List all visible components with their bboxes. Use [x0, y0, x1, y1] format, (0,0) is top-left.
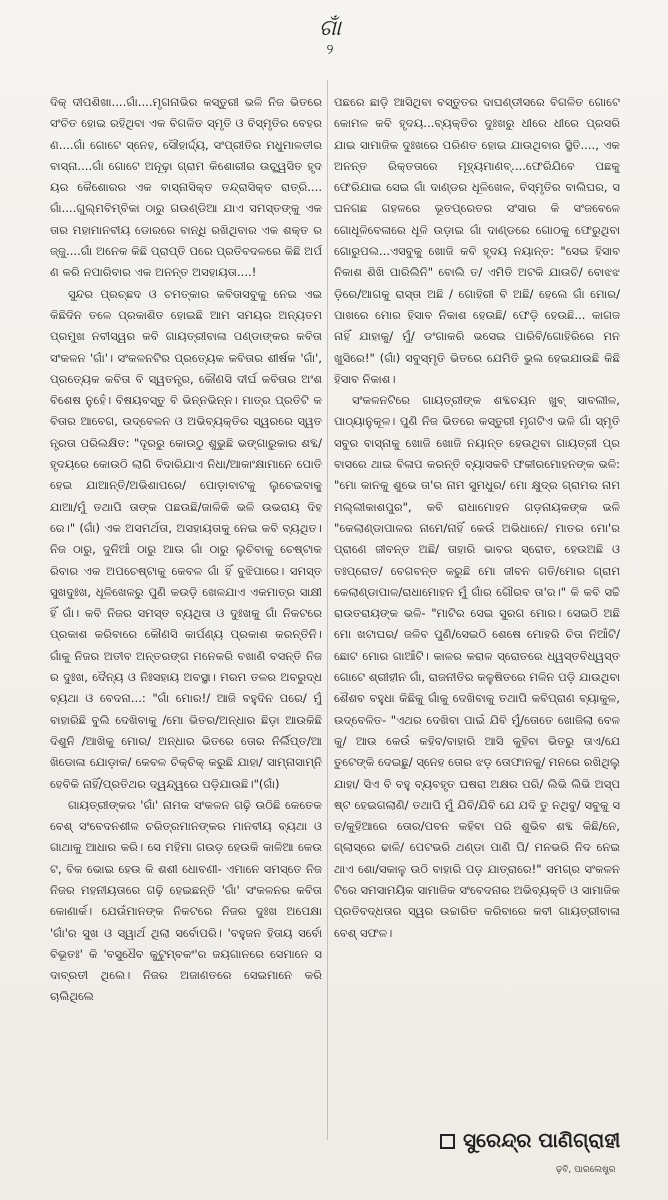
square-bullet-icon [440, 1134, 455, 1149]
paragraph: ଗାୟତ୍ରୀଙ୍କର 'ଗାଁ' ନାମକ ସଂକଳନ ଗଢ଼ି ଉଠିଛି କେତେକ ବେଶ୍ ସଂବେଦନଶୀଳ ଚରିତ୍ରମାନଙ୍କର ମାନବୀୟ ବ୍ୟଥା ଓ ଗାଥାକୁ ଆଧାର କରି। ସେ ମହିମା ଗଉଡ଼ ହେଉକି କାଳିଆ କେଉଟ, ବିକ ଭୋଇ ହେଉ କି ଶଶୀ ଧୋବଣୀ- ଏମାନେ ସମସ୍ତେ ନିଜ ନିଜର ମହନୀୟତାରେ ଗଢ଼ି ହେଇଛନ୍ତି 'ଗାଁ' ସଂକଳନର କବିତା କୋଣାର୍କ। ଯେଉଁମାନଙ୍କ ନିକଟରେ ନିଜର ଦୁଃଖ ଅପେକ୍ଷା 'ଗାଁ'ର ସୁଖ ଓ ସ୍ୱାର୍ଥ ଥିଲା ସର୍ବୋପରି। 'ବହୁଜନ ହିତାୟ ସର୍ବୋ ବିଭୂତଃ' କି 'ବସୁଧୈବ କୁଟୁମ୍ବକଂ'ର ଜୟଗାନରେ ସେମାନେ ସଦାବ୍ରତୀ ଥିଲେ। ନିଜର ଅଜାଣତରେ ସେଇମାନେ କରି ଚାଲିଥିଲେ [50, 797, 322, 1004]
author-place: ଢ଼ବି, ପାରଲେଷ୍ଟ୍ର [556, 1165, 616, 1175]
column-divider [327, 80, 328, 1140]
article-column-left [50, 92, 322, 1172]
page-number: ୨ [326, 42, 334, 58]
author-signature [440, 1124, 660, 1156]
paragraph: ପଛରେ ଛାଡ଼ି ଆସିଥିବା ବସ୍ତୁତର ଦାଘଣ୍ଡୀସରେ ବିଗଳିତ ଗୋଟେ କୋମଳ କବି ହୃଦୟ...ବ୍ୟକ୍ତିର ଦୁଃଖରୁ ଧୀରେ ଧୀରେ ପ୍ରସରି ଯାଇ ସାମାଜିକ ଦୁଃଖରେ ପରିଣତ ହୋଇ ଯାଉଥିବାର ସ୍ଥିତି...., ଏକ ଅନନ୍ତ ରିକ୍ତତାରେ ମୂହ୍ୟମାଣବ୍....ଫେରିଯିବେ ପଛକୁ ଫେରିଯାଇ ସେଇ ଗାଁ ଦାଣ୍ଡର ଧୂଳିଖେଳ, ବିସ୍ମୃତିର ବାଲିଘର, ସଘନଗଛ ଗହଳରେ ଭୂତପ୍ରେତର ସଂସାର କି ସଂଜବେଳେ ଗୋଧୂଳିବେଳାରେ ଧୂଳି ଉଡ଼ାଇ ଗାଁ ଦାଣ୍ଡରେ ଗୋଠକୁ ଫେରୁଥିବା ଗୋରୁପଲ...ଏସବୁକୁ ଖୋଜି କବି ହୃଦୟ ନୟାନ୍ତ: "ସେଇ ହିସାବ ନିକାଶ ଶିଖି ପାରିଲିନି" ବୋଲି ତ/ ଏମିତି ଅଟକି ଯାଉଚି/ ବୋଝଝଡ଼ିରେ/ଆଗକୁ ରାସ୍ତା ଅଛି / ଗୋହିରୀ ବି ଅଛି/ ହେଲେ ଗାଁ ମୋର/ପାଖରେ ମୋର ହିସାବ ନିକାଶ ହେଉଛି/ ଫେଡ଼ି ହେଉଛି... କାଗଜ ନାହିଁ ଯାହାକୁ/ ମୁଁ/ ଡଂଗାକରି ଭସେଇ ପାରିବି/ଗୋହିରିରେ ମନଖୁସିରେ!" (ଗାଁ) ସବୁସ୍ମୃତି ଭିତରେ ଯେମିତି ଭୁଲ ହେଇଯାଉଛି କିଛି ହିସାବ ନିକାଶ। [334, 95, 620, 386]
author-name: ସୁରେନ୍ଦ୍ର ପାଣିଗ୍ରାହୀ [463, 1128, 621, 1152]
paragraph: ସଂକଳନଟିରେ ଗାୟତ୍ରୀଙ୍କ ଶବ୍ଦଚୟନ ଖୁବ୍ ସାବଲୀଳ, ପାଠ୍ୟାନୁକୂଳ। ପୁଣି ନିଜ ଭିତରେ କସ୍ତୁରୀ ମୃଗଟିଏ ଭଳି ଗାଁ ସ୍ମୃତି ସବୁର ବାସ୍ନାକୁ ଖୋଜି ଖୋଜି ନୟାନ୍ତ ହେଉଥିବା ଗାୟତ୍ରୀ ପ୍ରବାସରେ ଥାଇ ବିଳାପ କରନ୍ତି ବ୍ୟାସକବି ଫକୀରମୋହନଙ୍କ ଭଳି: "ମୋ କାନକୁ ଶୁଭେ ତା'ର ନାମ ସୁମଧୁର/ ମୋ କ୍ଷୁଦ୍ର ଗ୍ରାମର ନାମ ମଲ୍ଲୀକାଶପୁର", କବି ରାଧାମୋହନ ଗଡ଼ନାୟକଙ୍କ ଭଳି "କେଲାଣ୍ଡାପାଳର ନାମେ/ନାହିଁ କେଉଁ ଅଭିଧାନେ/ ମାତର ମୋ'ର ପ୍ରାଣେ ଜୀବନ୍ତ ଅଛି/ ତାହାରି ଭାବର ସ୍ରୋତ, ହେଉଅଛି ଓତଃପ୍ରୋତ/ ବେଗବନ୍ତ କରୁଛି ମୋ ଜୀବନ ଗତି/ମୋର ଗ୍ରାମ କେଲାଣ୍ଡାପାଳ/ରାଧାମୋହନ ମୁଁ ଗାଁର ଗୌରବ ତା'ର।" କି କବି ସଚ୍ଚି ରାଉତରାୟଙ୍କ ଭଳି- "ମାଟିର ସେଇ ସୁରଗ ମୋର। ସେଇଠି ଅଛି ମୋ ଖଟାଘର/ ଜଳିବ ପୁଣି/ସେଇଠି ଶେଷେ ମୋହରି ଚିତା ନିଆଁଟି/ ଛୋଟ ମୋର ଗାଆଁଟି। କାଳର କରାଳ ସ୍ରୋତରେ ଧ୍ୱସ୍ତବିଧ୍ୱସ୍ତ ଗୋଟେ ଶ୍ରୀହୀନ ଗାଁ, ରାଜନୀତିର କଳୁଷିତରେ ମଳିନ ପଡ଼ି ଯାଉଥିବା ଶୈଶବ ବହୁଧା କିଛିକୁ ଗାଁକୁ ଦେଖିବାକୁ ତଥାପି କବିପ୍ରାଣ ବ୍ୟାକୁଳ, ଉଦ୍‌ବେଳିତ- "ଏଥର ଦେଖିବା ପାଇଁ ଯିବି ମୁଁ/ତୋତେ ଖୋଜିଲା ବେଳକୁ/ ଆଉ କେଉଁ କହିବ/ବାହାରି ଆସି କୁହିବା ଭିତରୁ ତାଏ/ଯେ ତୁଟେଙ୍କି ଦେଇଛୁ/ ସ୍ନେହ ତୋର ଝଡ଼ ତୋଫାନକୁ/ ମନରେ ରଖିଥିଲୁ ଯାହା/ ସିଏ ବି ବହୁ ବ୍ୟବହୃତ ଘଷରା ଅକ୍ଷର ପରି/ ଲିଭି ଲିଭି ଅସ୍ପଷ୍ଟ ହେଇଗଲାଣି/ ତଥାପି ମୁଁ ଯିବି/ଯିବି ଯେ ଯଦି ତୁ ନଥିବୁ/ ସବୁକୁ ସତ/କୁହିଆରେ ତୋର/ପବନ କହିବା ପରି ଶୁଭିବ ଶବ୍ଦ କିଛି/ନେ, ଗ୍ଲାସ୍‌ରେ ଢାଳି/ ପେଟଭରି ଥଣ୍ଡା ପାଣି ପି/ ମନଭରି ନିଦ ନେଇଥାଏ ଶୋ/ସକାଳୁ ଉଠି ବାହାରି ପଡ଼ ଯାତ୍ରାରେ!" ସମଗ୍ର ସଂକଳନଟିରେ ସମସାମୟିକ ସାମାଜିକ ସଂବେଦନାର ଅଭିବ୍ୟକ୍ତି ଓ ସାମାଜିକ ପ୍ରତିବଦ୍ଧତାର ସ୍ୱର ଉଚ୍ଚାରିତ କରିବାରେ କବୀ ଗାୟତ୍ରୀବାଳା ବେଶ୍ ସଫଳ। [334, 393, 620, 940]
paragraph: ଦିକ୍ ଦୀପଶିଖା....ଗାଁ....ମୃଗନାଭିର କସ୍ତୁରୀ ଭଳି ନିଜ ଭିତରେ ସଂଚିତ ହୋଇ ରହିଥିବା ଏକ ବିଗଳିତ ସ୍ମୃତି ଓ ବିସ୍ମୃତିର ବେହରଣ....ଗାଁ ଗୋଟେ ସ୍ନେହ, ସୌହାର୍ଦ୍ଦ୍ୟ, ସଂପ୍ରୀତିର ମଧୁମାଳତୀର ବାସ୍ନା....ଗାଁ ଗୋଟେ ଅନୂଢ଼ା ଗ୍ରାମ କିଶୋରୀର ଉଚ୍ଛ୍ୱସିତ ହୃଦୟର କୈଶୋରର ଏକ ବାସ୍ନାସିକ୍ତ ତନ୍ଦ୍ରାସିକ୍ତ ରାତ୍ରି....ଗାଁ....ଗୁଲ୍ମବିମ୍ବିକା ଠାରୁ ଗଉଣ୍ଡିଆ ଯାଏ ସମସ୍ତଙ୍କୁ ଏକତାର ମହାମାନବୀୟ ଡୋରରେ ବାନ୍ଧି ରଖିଥିବାର ଏକ ଶକ୍ତ ରଜ୍ଜୁ....ଗାଁ ଅନେକ କିଛି ପ୍ରାପ୍ତି ପରେ ପ୍ରତିବଦଳରେ କିଛି ଅର୍ପଣ କରି ନପାରିବାର ଏକ ଅନନ୍ତ ଅସହାୟତା....! [50, 95, 322, 280]
article-column-right [334, 92, 620, 1142]
section-title-mark: ଗାଁ [319, 16, 341, 41]
paragraph: ସୁନ୍ଦର ପ୍ରଚ୍ଛଦ ଓ ଚମତ୍କାର କବିତାସବୁକୁ ନେଇ ଏଇ କିଛିଦିନ ତଳେ ପ୍ରକାଶିତ ହୋଇଛି ଆମ ସମୟର ଅନ୍ୟତମ ପ୍ରମୁଖ ନବୀସ୍ୱର କବି ଗାୟତ୍ରୀବାଳା ପଣ୍ଡାଙ୍କର କବିତା ସଂକଳନ 'ଗାଁ'। ସଂକଳନଟିର ପ୍ରତ୍ୟେକ କବିତାର ଶୀର୍ଷକ 'ଗାଁ', ପ୍ରତ୍ୟେକ କବିତା ବି ସ୍ୱତନ୍ତ୍ର, କୌଣସି ଦୀର୍ଘ କବିତାର ଅଂଶ ବିଶେଷ ନୁହେଁ। ବିଷୟବସ୍ତୁ ବି ଭିନ୍ନଭିନ୍ନ। ମାତ୍ର ପ୍ରତିଟି କବିତାର ଆବେଗ, ଉଦ୍‌ବେଳନ ଓ ଅଭିବ୍ୟକ୍ତିର ସ୍ୱରରେ ସ୍ୱତନ୍ତ୍ରତା ପରିଲକ୍ଷିତ: "ଦୂରରୁ କୋଉଠୁ ଶୁଭୁଛି ଭଙ୍ଗାରୁକାର ଶବ୍ଦ/ହୃଦୟରେ କୋଉଠି ଲାଗି ବିଦାରିଯାଏ ନିଧା/ଆକାଂକ୍ଷାମାନେ ପୋତି ହେଇ ଯାଆନ୍ତି/ଅଭିଶାପରେ/ ପୋଡ଼ାବାଟକୁ ଲୁଚେଇବାକୁ ଯାଆ/ମୁଁ ତଥାପି ତାଙ୍କ ପଛଉଛି/ଜାଳିକି ଭଳି ଉଭରାୟ ଦିହରେ।" (ଗାଁ) ଏକ ଅସମର୍ଥତା, ଅସହାୟତାକୁ ନେଇ କବି ବ୍ୟଥିତ। ନିଜ ଠାରୁ, ଦୁନିଆଁ ଠାରୁ ଆଉ ଗାଁ ଠାରୁ ଲୁଚିବାକୁ ଚେଷ୍ଟାକରିବାର ଏକ ଅପଚେଷ୍ଟାକୁ କେବଳ ଗାଁ ହିଁ ବୁଝିପାରେ। ସମସ୍ତ ସୁଖଦୁଃଖ, ଧୂଳିଖେଳରୁ ପୁଣି କଉଡ଼ି ଖେଳଯାଏ ଏକମାତ୍ର ସାକ୍ଷୀ ହିଁ ଗାଁ। କବି ନିଜର ସମସ୍ତ ବ୍ୟଥିତା ଓ ଦୁଃଖକୁ ଗାଁ ନିକଟରେ ପ୍ରକାଶ କରିବାରେ କୌଣସି କାର୍ପଣ୍ୟ ପ୍ରକାଶ କରନ୍ତିନି। ଗାଁକୁ ନିଜର ଅତୀବ ଅନ୍ତରଙ୍ଗ ମନେକରି ବଖାଣି ବସନ୍ତି ନିଜର ଦୁଃଖ, ଦୈନ୍ୟ ଓ ନିଃସହାୟ ଅବସ୍ଥା। ମରମ ତଳର ଅବରୁଦ୍ଧ ବ୍ୟଥା ଓ ବେଦନା...: "ଗାଁ ମୋର!/ ଆଜି ବହୁଦିନ ପରେ/ ମୁଁ ବାହାରିଛି ବୁଲି ଦେଖିବାକୁ /ମୋ ଭିତର/ଅନ୍ଧାର ଛିଡ଼ା ଆଉକିଛି ଦିଶୁନି /ଆଖିକୁ ମୋର/ ଅନ୍ଧାର ଭିତରେ ତୋର ନିର୍ଲିପ୍ତ/ଆଖିଡୋଳା ଯୋଡ଼ାକ/ କେବଳ ଚିକ୍‌ଚିକ୍ କରୁଛି ଯାହା/ ସାମ୍ନାସାମ୍ନି ହେବିକି ନାହିଁ/ପ୍ରତିଥର ଦ୍ୱନ୍ଦ୍ୱରେ ପଡ଼ିଯାଉଛି।"(ଗାଁ) [50, 286, 322, 791]
page-header [300, 16, 360, 66]
